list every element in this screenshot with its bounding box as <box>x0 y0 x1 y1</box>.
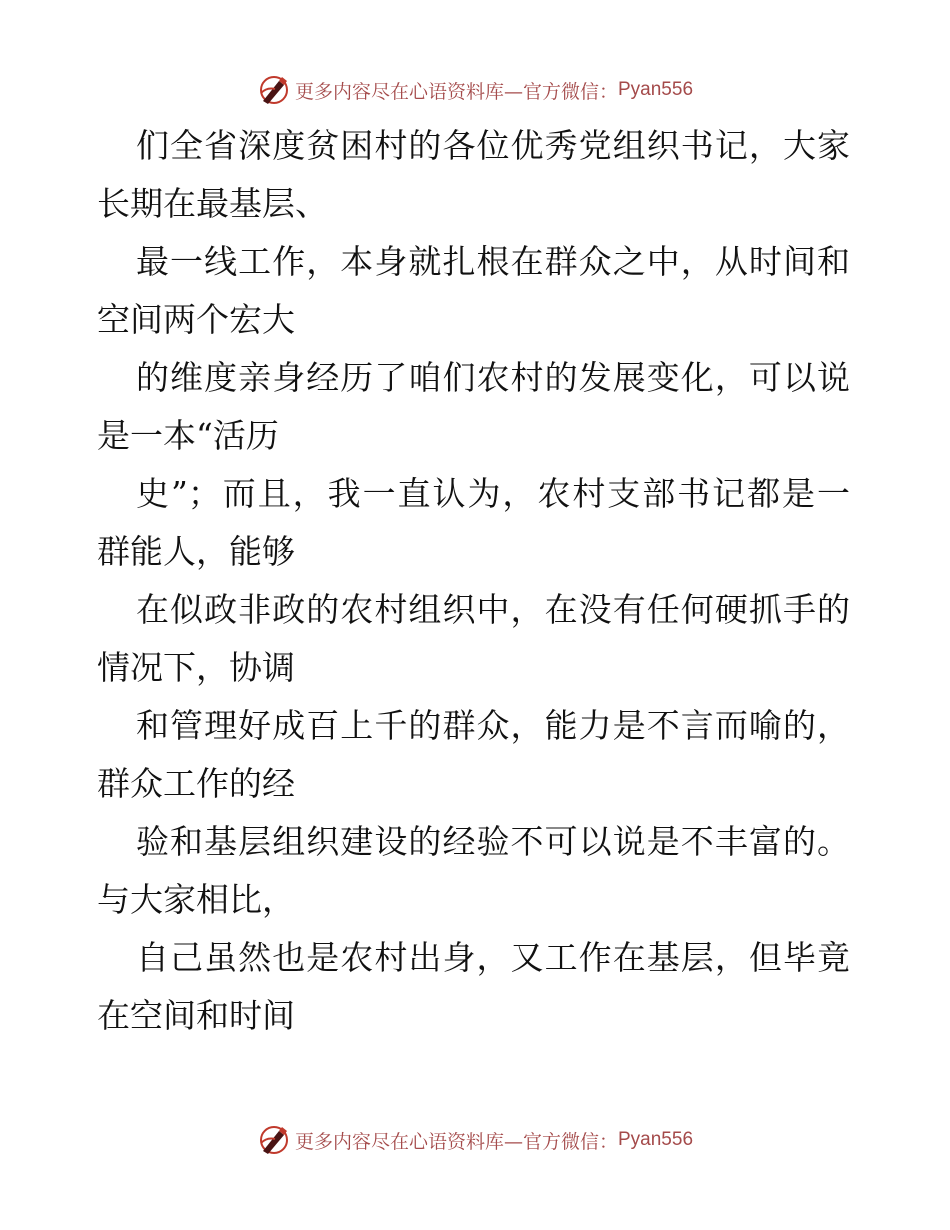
paragraph-line-1: 和管理好成百上千的群众，能力是不言而喻的， <box>136 706 850 745</box>
paragraph-line-1: 的维度亲身经历了咱们农村的发展变化，可以说 <box>136 358 850 397</box>
paragraph-line-1: 史”；而且，我一直认为，农村支部书记都是一 <box>136 474 850 513</box>
paragraph <box>0 234 950 350</box>
footer-wechat-id: Pyan556 <box>618 1129 694 1150</box>
paragraph <box>0 118 950 234</box>
paragraph <box>0 814 950 930</box>
paragraph-line-1: 验和基层组织建设的经验不可以说是不丰富的。 <box>136 822 850 861</box>
paragraph-line-2: 在空间和时间 <box>97 996 295 1035</box>
pen-logo-icon <box>257 73 291 107</box>
paragraph-line-1: 在似政非政的农村组织中，在没有任何硬抓手的 <box>136 590 850 629</box>
paragraph <box>0 466 950 582</box>
paragraph-line-2: 群能人，能够 <box>97 532 295 571</box>
pen-logo-icon <box>257 1123 291 1157</box>
paragraph-line-1: 自己虽然也是农村出身，又工作在基层，但毕竟 <box>136 938 850 977</box>
footer-banner <box>0 1120 950 1160</box>
paragraph <box>0 698 950 814</box>
paragraph-line-1: 最一线工作，本身就扎根在群众之中，从时间和 <box>136 242 850 281</box>
paragraph-line-2: 空间两个宏大 <box>97 300 295 339</box>
header-banner-text: 更多内容尽在心语资料库—官方微信： <box>294 80 618 103</box>
header-banner <box>0 70 950 110</box>
paragraph-line-2: 与大家相比， <box>97 880 295 919</box>
footer-banner-text: 更多内容尽在心语资料库—官方微信： <box>294 1130 618 1153</box>
paragraph <box>0 582 950 698</box>
paragraph-line-2: 群众工作的经 <box>97 764 295 803</box>
header-wechat-id: Pyan556 <box>618 79 694 100</box>
paragraph <box>0 930 950 1046</box>
paragraph-line-2: 情况下，协调 <box>97 648 295 687</box>
paragraph-line-1: 们全省深度贫困村的各位优秀党组织书记，大家 <box>136 126 850 165</box>
document-body <box>0 118 950 1046</box>
paragraph <box>0 350 950 466</box>
paragraph-line-2: 长期在最基层、 <box>97 184 328 223</box>
paragraph-line-2: 是一本“活历 <box>97 416 279 455</box>
